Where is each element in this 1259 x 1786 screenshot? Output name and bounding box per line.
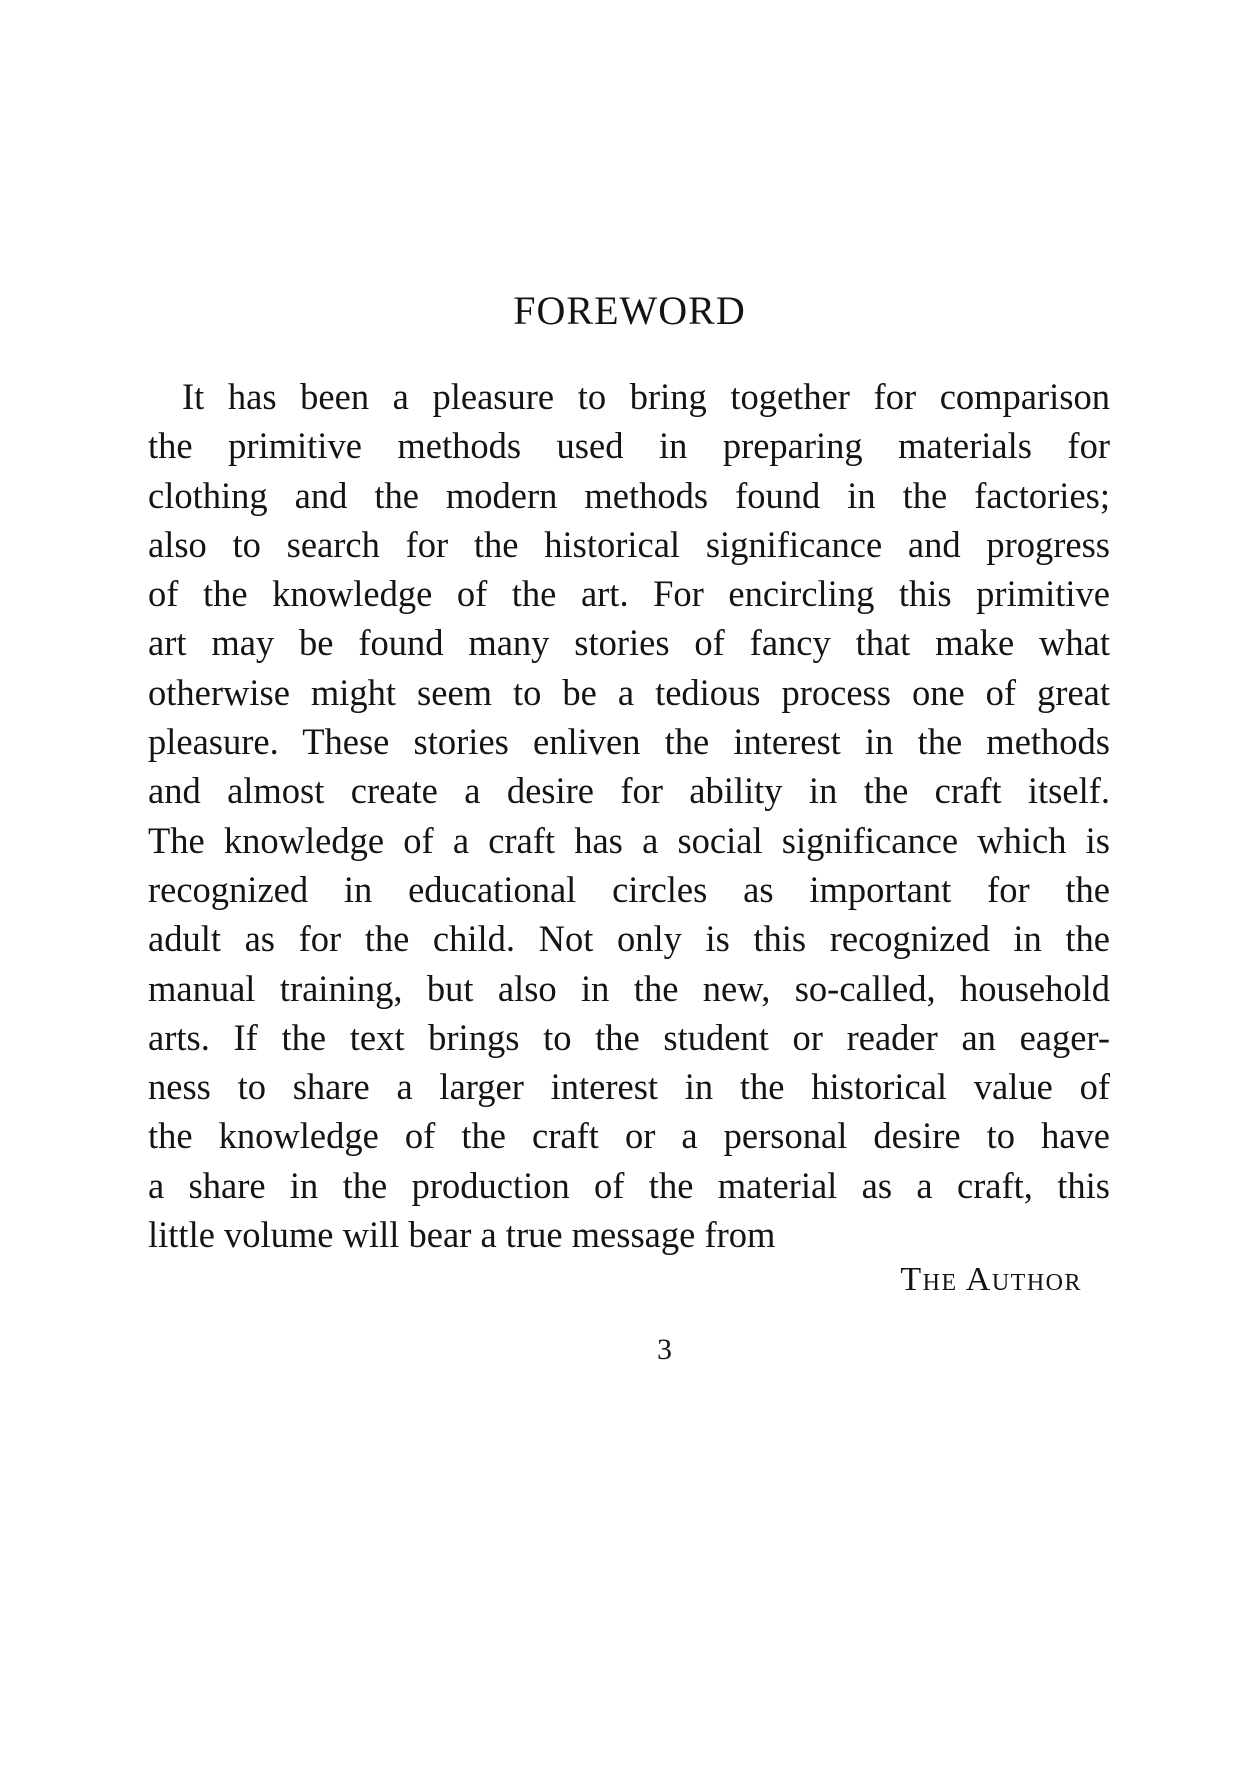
text-line: and almost create a desire for ability in the craft itself.: [148, 770, 1110, 812]
page-number: 3: [657, 1333, 672, 1366]
text-line: also to search for the historical significance and progress: [148, 523, 1110, 565]
text-line: otherwise might seem to be a tedious process one of great: [148, 671, 1110, 713]
author-signature: The Author: [900, 1261, 1082, 1298]
text-line: It has been a pleasure to bring together for comparison: [182, 376, 1110, 417]
text-line: little volume will bear a true message from: [148, 1214, 776, 1256]
text-line: adult as for the child. Not only is this recognized in the: [148, 918, 1110, 960]
text-line: the knowledge of the craft or a personal desire to have: [148, 1115, 1110, 1157]
foreword-body: [148, 372, 1110, 1259]
text-line: recognized in educational circles as important for the: [148, 868, 1110, 910]
text-line: manual training, but also in the new, so-called, household: [148, 967, 1110, 1009]
text-line: ness to share a larger interest in the historical value of: [148, 1066, 1110, 1108]
text-line: arts. If the text brings to the student or reader an eager-: [148, 1016, 1110, 1058]
page-title: FOREWORD: [513, 288, 746, 333]
text-line: art may be found many stories of fancy that make what: [148, 622, 1110, 664]
text-line: a share in the production of the material as a craft, this: [148, 1164, 1110, 1206]
text-line: clothing and the modern methods found in the factories;: [148, 474, 1110, 516]
text-line: of the knowledge of the art. For encircling this primitive: [148, 573, 1110, 615]
text-line: pleasure. These stories enliven the interest in the methods: [148, 721, 1110, 763]
text-line: the primitive methods used in preparing materials for: [148, 425, 1110, 467]
text-line: The knowledge of a craft has a social significance which is: [148, 819, 1110, 861]
